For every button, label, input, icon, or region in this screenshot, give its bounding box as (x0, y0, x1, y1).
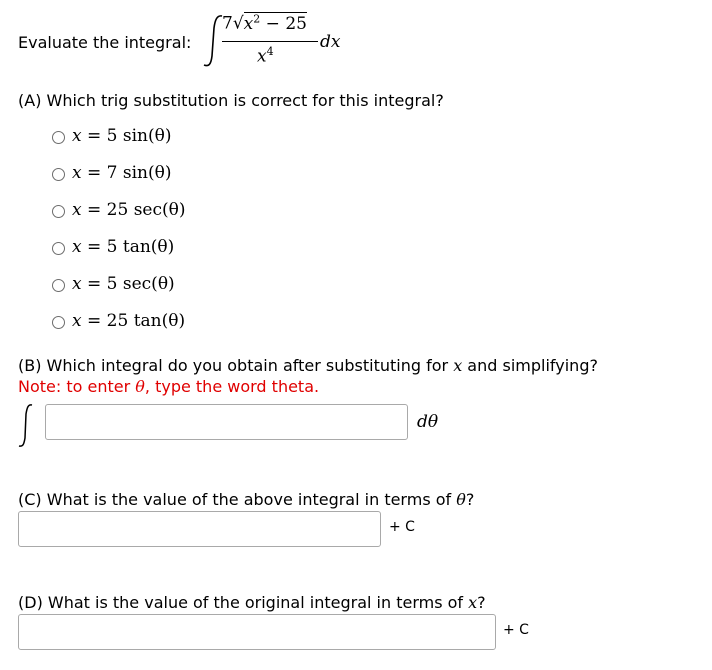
integrand-answer-input[interactable] (45, 404, 408, 440)
part-b-note: Note: to enter θ, type the word theta. (18, 377, 320, 396)
sqrt-symbol: √ (232, 13, 244, 34)
option-row[interactable] (52, 274, 252, 296)
option-row[interactable] (52, 311, 252, 333)
theta-antiderivative-input[interactable] (18, 511, 381, 547)
plus-c-label: + C (389, 519, 415, 535)
part-c-question: (C) What is the value of the above integral in terms of θ? (18, 490, 475, 509)
radicand: $x^2 - 25$ (243, 12, 307, 34)
option-row[interactable] (52, 126, 252, 148)
d-theta-label: dθ (417, 412, 439, 432)
radio-button[interactable] (52, 205, 65, 218)
part-a-question: (A) Which trig substitution is correct for this integral? (18, 91, 444, 110)
option-label: x = 25 sec(θ) (72, 200, 186, 220)
radio-button[interactable] (52, 316, 65, 329)
option-row[interactable] (52, 163, 252, 185)
option-row[interactable] (52, 200, 252, 222)
fraction-bar (222, 41, 318, 42)
radio-button[interactable] (52, 242, 65, 255)
radio-button[interactable] (52, 279, 65, 292)
x-antiderivative-input[interactable] (18, 614, 496, 650)
prompt-label: Evaluate the integral: (18, 33, 192, 52)
plus-c-label: + C (503, 622, 529, 638)
numerator-coefficient: 7 (222, 13, 233, 34)
part-b-question: (B) Which integral do you obtain after substituting for x and simplifying? (18, 356, 598, 375)
radio-button[interactable] (52, 131, 65, 144)
part-d-question: (D) What is the value of the original integral in terms of x? (18, 593, 486, 612)
integrand-denominator: $x^4$ (257, 45, 274, 67)
option-label: x = 7 sin(θ) (72, 163, 172, 183)
integrand-numerator (222, 12, 307, 34)
option-label: x = 5 sec(θ) (72, 274, 175, 294)
radio-button[interactable] (52, 168, 65, 181)
integral-expression (200, 12, 360, 70)
option-label: x = 5 tan(θ) (72, 237, 175, 257)
option-label: x = 5 sin(θ) (72, 126, 172, 146)
option-label: x = 25 tan(θ) (72, 311, 186, 331)
differential-dx: dx (320, 32, 341, 52)
integral-sign-icon (16, 402, 40, 450)
option-row[interactable] (52, 237, 252, 259)
